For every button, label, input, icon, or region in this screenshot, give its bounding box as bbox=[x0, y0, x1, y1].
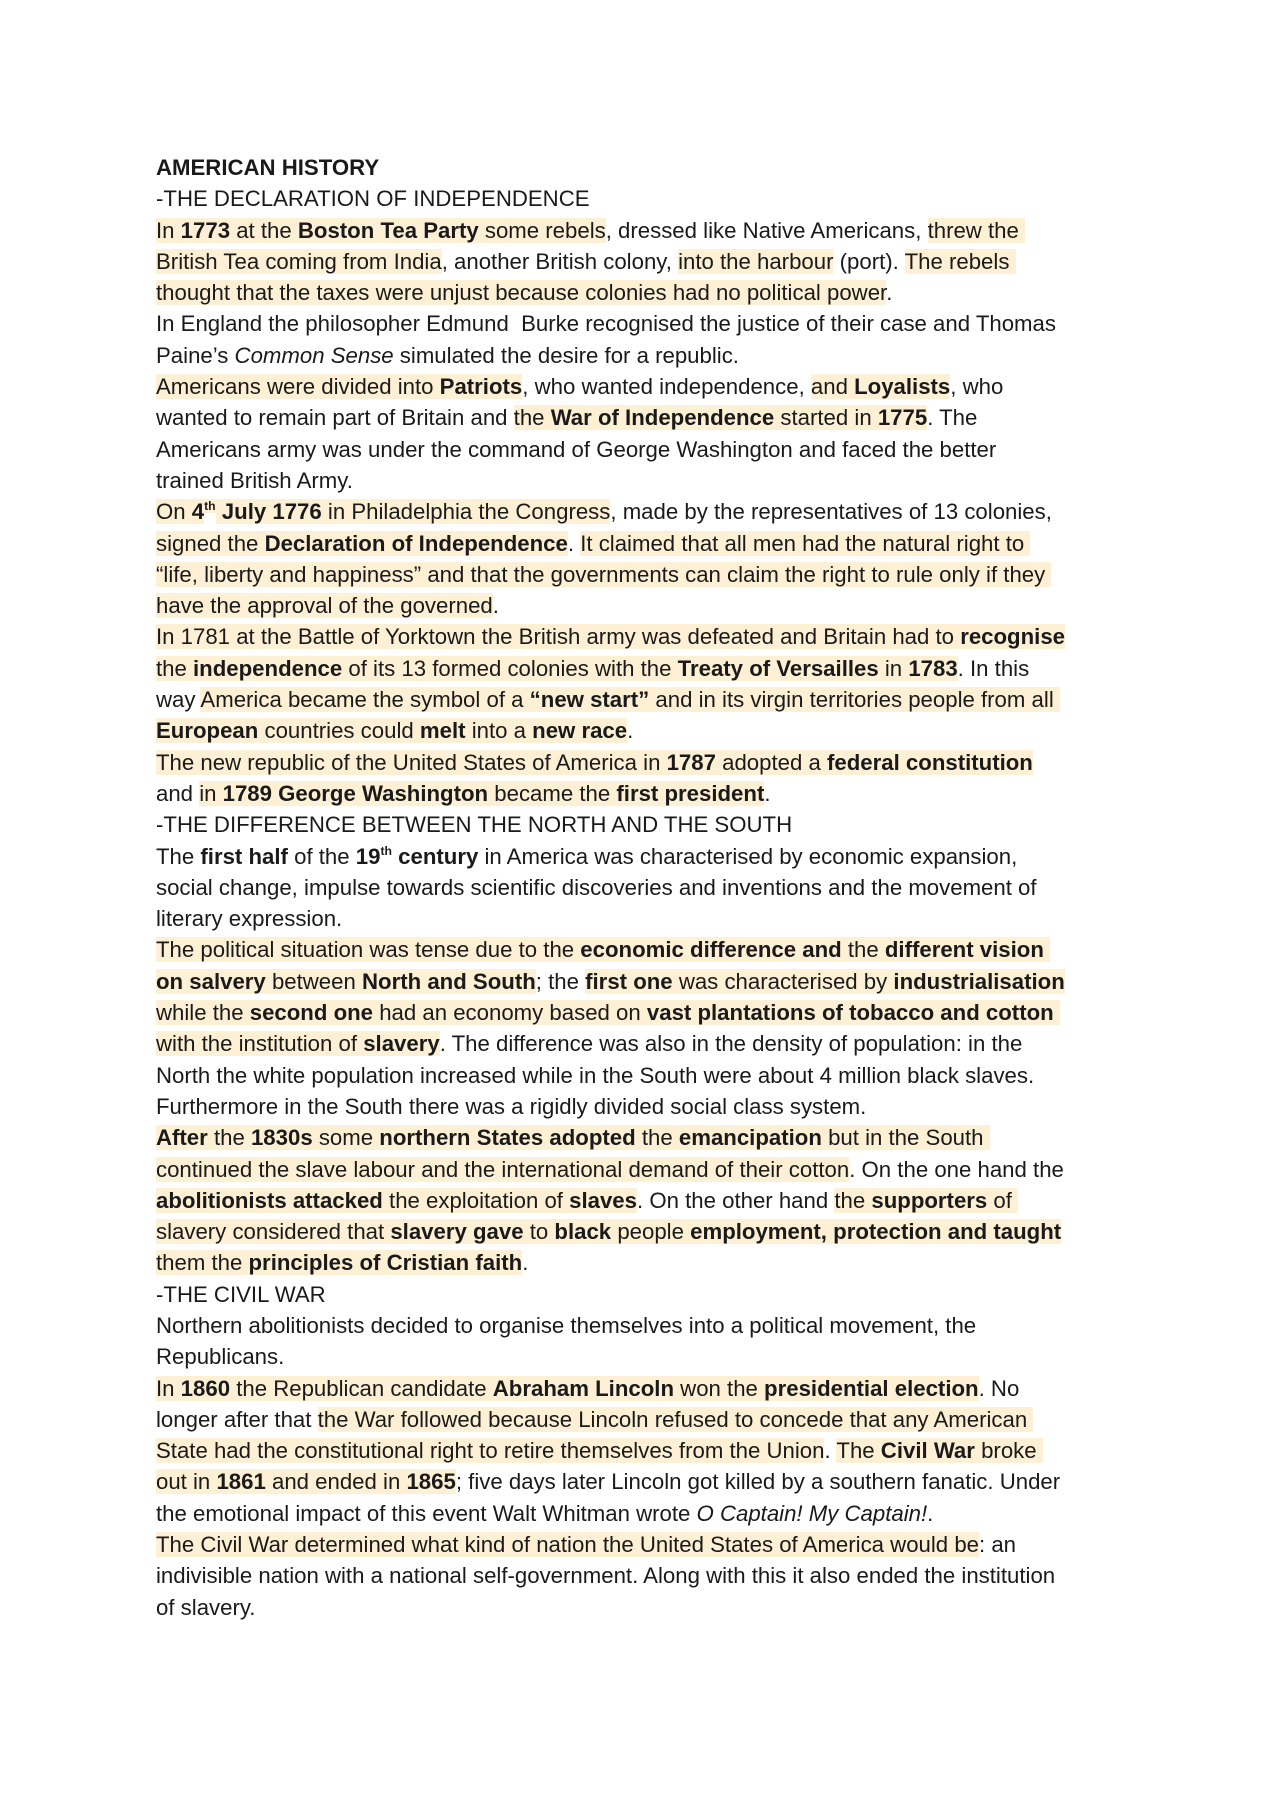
highlighted-text: Abraham Lincoln bbox=[492, 1375, 674, 1401]
highlighted-text: the exploitation of bbox=[382, 1187, 570, 1213]
text-run: Americans army was under the command of George Washington and faced the better bbox=[156, 436, 997, 462]
highlighted-text: on salvery bbox=[156, 968, 266, 994]
highlighted-text: at the bbox=[230, 217, 298, 243]
highlighted-text: and in its virgin territories people from all bbox=[649, 687, 1060, 713]
highlighted-text: the bbox=[635, 1125, 679, 1151]
highlighted-text: the War followed because Lincoln refused to concede that any American bbox=[317, 1406, 1034, 1432]
highlighted-text: 1783 bbox=[908, 655, 958, 681]
highlighted-text: vast plantations of tobacco and cotton bbox=[646, 1000, 1060, 1026]
text-run: . bbox=[886, 280, 893, 306]
highlighted-text: black bbox=[554, 1219, 612, 1245]
highlighted-text: Boston Tea Party bbox=[297, 217, 479, 243]
highlighted-text: in bbox=[199, 780, 223, 806]
text-line bbox=[156, 1154, 1136, 1185]
text-line bbox=[156, 559, 1136, 590]
highlighted-text: the bbox=[207, 1125, 251, 1151]
text-line bbox=[156, 1404, 1136, 1435]
highlighted-text: with the institution of bbox=[156, 1031, 364, 1057]
text-run: , who bbox=[950, 374, 1004, 400]
text-line bbox=[156, 215, 1136, 246]
highlighted-text: northern States adopted bbox=[379, 1125, 636, 1151]
document-title: AMERICAN HISTORY bbox=[156, 155, 380, 180]
text-line bbox=[156, 371, 1136, 402]
highlighted-text: British Tea coming from India bbox=[156, 248, 442, 274]
text-run: . On the other hand bbox=[637, 1187, 835, 1213]
text-run: th bbox=[380, 843, 392, 858]
highlighted-text: supporters bbox=[871, 1187, 988, 1213]
text-line bbox=[156, 1122, 1136, 1153]
highlighted-text: had an economy based on bbox=[373, 1000, 647, 1026]
highlighted-text: On bbox=[156, 499, 192, 525]
text-run: the emotional impact of this event Walt Whitman wrote bbox=[156, 1500, 697, 1526]
highlighted-text: first president bbox=[616, 780, 765, 806]
highlighted-text: into the harbour bbox=[678, 248, 834, 274]
highlighted-text: countries could bbox=[258, 718, 420, 744]
highlighted-text: In 1781 at the Battle of Yorktown the British army was defeated and Britain had to bbox=[156, 624, 961, 650]
text-run: . In this bbox=[957, 655, 1030, 681]
text-run: : an bbox=[979, 1532, 1017, 1558]
highlighted-text: broke bbox=[974, 1438, 1043, 1464]
highlighted-text: The Civil War determined what kind of nation the United States of America would be bbox=[156, 1532, 979, 1558]
highlighted-text: new race bbox=[532, 718, 628, 744]
highlighted-text: signed the bbox=[156, 530, 265, 556]
section-heading: -THE DIFFERENCE BETWEEN THE NORTH AND THE SOUTH bbox=[156, 812, 793, 838]
highlighted-text: Civil War bbox=[880, 1438, 975, 1464]
text-run: Northern abolitionists decided to organise themselves into a political movement, the bbox=[156, 1312, 977, 1338]
text-run: . On the one hand the bbox=[849, 1156, 1064, 1182]
highlighted-text: 4 bbox=[191, 499, 205, 525]
highlighted-text: 1830s bbox=[250, 1125, 313, 1151]
text-run: ; five days later Lincoln got killed by a southern fanatic. Under bbox=[455, 1469, 1061, 1495]
document-body bbox=[156, 183, 1136, 1623]
text-line bbox=[156, 934, 1136, 965]
highlighted-text: to bbox=[523, 1219, 555, 1245]
text-run: . bbox=[764, 780, 771, 806]
highlighted-text: started in bbox=[774, 405, 878, 431]
text-run: The bbox=[156, 843, 201, 869]
text-run: . bbox=[824, 1438, 837, 1464]
text-run: . No bbox=[978, 1375, 1020, 1401]
text-line bbox=[156, 1247, 1136, 1278]
highlighted-text: slaves bbox=[569, 1187, 637, 1213]
text-run: of slavery. bbox=[156, 1594, 256, 1620]
highlighted-text: while the bbox=[156, 1000, 250, 1026]
text-run: . bbox=[927, 1500, 934, 1526]
text-run: wanted to remain part of Britain and bbox=[156, 405, 514, 431]
text-run: . bbox=[492, 593, 499, 619]
highlighted-text: America became the symbol of a bbox=[200, 687, 530, 713]
text-run: . bbox=[522, 1250, 529, 1276]
highlighted-text: melt bbox=[419, 718, 466, 744]
highlighted-text: of bbox=[987, 1187, 1019, 1213]
text-run: . The difference was also in the density of population: in the bbox=[439, 1031, 1023, 1057]
text-line bbox=[156, 1560, 1136, 1591]
text-run: 19 bbox=[355, 843, 381, 869]
text-line bbox=[156, 1435, 1136, 1466]
text-run: , another British colony, bbox=[441, 248, 679, 274]
text-line bbox=[156, 1216, 1136, 1247]
highlighted-text: Declaration of Independence bbox=[264, 530, 568, 556]
text-line bbox=[156, 747, 1136, 778]
highlighted-text: have the approval of the governed bbox=[156, 593, 493, 619]
text-run: , made by the representatives of 13 colonies, bbox=[610, 499, 1052, 525]
highlighted-text: of its 13 formed colonies with the bbox=[342, 655, 678, 681]
highlighted-text: independence bbox=[193, 655, 343, 681]
text-line bbox=[156, 340, 1136, 371]
text-run: indivisible nation with a national self-government. Along with this it also ended the institution bbox=[156, 1563, 1056, 1589]
text-line bbox=[156, 1185, 1136, 1216]
highlighted-text: people bbox=[611, 1219, 691, 1245]
highlighted-text: continued the slave labour and the international demand of their cotton bbox=[156, 1156, 850, 1182]
highlighted-text: the bbox=[841, 937, 885, 963]
highlighted-text: The new republic of the United States of America in bbox=[156, 749, 667, 775]
highlighted-text: th bbox=[204, 499, 216, 514]
highlighted-text: “new start” bbox=[529, 687, 650, 713]
highlighted-text: North and South bbox=[362, 968, 536, 994]
section-heading: -THE DECLARATION OF INDEPENDENCE bbox=[156, 186, 590, 212]
text-line bbox=[156, 308, 1136, 339]
highlighted-text: Patriots bbox=[439, 374, 523, 400]
highlighted-text: became the bbox=[488, 780, 617, 806]
text-run: longer after that bbox=[156, 1406, 318, 1432]
text-line bbox=[156, 621, 1136, 652]
highlighted-text: In bbox=[156, 1375, 181, 1401]
text-run: social change, impulse towards scientific discoveries and inventions and the movement of bbox=[156, 874, 1037, 900]
highlighted-text: different vision bbox=[884, 937, 1051, 963]
highlighted-text: The political situation was tense due to the bbox=[156, 937, 581, 963]
highlighted-text: won the bbox=[674, 1375, 765, 1401]
highlighted-text: It claimed that all men had the natural right to bbox=[580, 530, 1031, 556]
highlighted-text: employment, protection and taught bbox=[690, 1219, 1062, 1245]
text-line bbox=[156, 246, 1136, 277]
text-run: In England the philosopher Edmund Burke recognised the justice of their case and Thomas bbox=[156, 311, 1056, 337]
highlighted-text: Treaty of Versailles bbox=[677, 655, 879, 681]
highlighted-text: threw the bbox=[927, 217, 1026, 243]
text-run: simulated the desire for a republic. bbox=[393, 342, 739, 368]
text-run: in America was characterised by economic expansion, bbox=[478, 843, 1018, 869]
text-run: century bbox=[392, 843, 479, 869]
highlighted-text: economic difference and bbox=[580, 937, 842, 963]
highlighted-text: Americans were divided into bbox=[156, 374, 440, 400]
highlighted-text: 1787 bbox=[666, 749, 716, 775]
text-line bbox=[156, 277, 1136, 308]
highlighted-text: thought that the taxes were unjust because colonies had no political power bbox=[156, 280, 887, 306]
text-run: first half bbox=[200, 843, 288, 869]
highlighted-text: in Philadelphia the Congress bbox=[321, 499, 611, 525]
text-run: trained British Army. bbox=[156, 467, 353, 493]
highlighted-text: in bbox=[878, 655, 909, 681]
text-line bbox=[156, 653, 1136, 684]
highlighted-text: the Republican candidate bbox=[230, 1375, 493, 1401]
text-run: . bbox=[567, 530, 581, 556]
text-line bbox=[156, 715, 1136, 746]
text-line bbox=[156, 1529, 1136, 1560]
highlighted-text: slavery considered that bbox=[156, 1219, 391, 1245]
text-run: way bbox=[156, 687, 201, 713]
text-line bbox=[156, 1373, 1136, 1404]
highlighted-text: The bbox=[836, 1438, 881, 1464]
highlighted-text: adopted a bbox=[715, 749, 827, 775]
text-line bbox=[156, 402, 1136, 433]
text-run: literary expression. bbox=[156, 906, 343, 932]
highlighted-text: the bbox=[156, 655, 194, 681]
text-run: Furthermore in the South there was a rigidly divided social class system. bbox=[156, 1093, 867, 1119]
highlighted-text: into a bbox=[465, 718, 533, 744]
text-line bbox=[156, 903, 1136, 934]
text-line bbox=[156, 465, 1136, 496]
highlighted-text: 1861 bbox=[216, 1469, 266, 1495]
highlighted-text: industrialisation bbox=[893, 968, 1065, 994]
highlighted-text: but in the South bbox=[821, 1125, 990, 1151]
text-run: (port). bbox=[833, 248, 905, 274]
text-line bbox=[156, 872, 1136, 903]
highlighted-text: the bbox=[513, 405, 551, 431]
text-run: North the white population increased while in the South were about 4 million black slaves. bbox=[156, 1062, 1035, 1088]
highlighted-text: slavery bbox=[363, 1031, 440, 1057]
text-line bbox=[156, 1028, 1136, 1059]
highlighted-text: “life, liberty and happiness” and that the governments can claim the right to rule only if they bbox=[156, 561, 1052, 587]
text-run: ; the bbox=[535, 968, 586, 994]
highlighted-text: the bbox=[834, 1187, 872, 1213]
highlighted-text: 1775 bbox=[877, 405, 928, 431]
highlighted-text: emancipation bbox=[678, 1125, 822, 1151]
highlighted-text: abolitionists attacked bbox=[156, 1187, 383, 1213]
highlighted-text: July 1776 bbox=[215, 499, 322, 525]
text-line bbox=[156, 590, 1136, 621]
text-line bbox=[156, 778, 1136, 809]
text-run: . bbox=[627, 718, 634, 744]
text-line bbox=[156, 1310, 1136, 1341]
highlighted-text: principles of Cristian faith bbox=[248, 1250, 523, 1276]
section-heading: -THE CIVIL WAR bbox=[156, 1281, 326, 1307]
highlighted-text: In bbox=[156, 217, 181, 243]
text-line bbox=[156, 496, 1136, 527]
text-run: , who wanted independence, bbox=[522, 374, 811, 400]
highlighted-text: 1865 bbox=[406, 1469, 456, 1495]
text-line bbox=[156, 1498, 1136, 1529]
text-line bbox=[156, 1091, 1136, 1122]
text-run: , dressed like Native Americans, bbox=[605, 217, 928, 243]
text-line bbox=[156, 1060, 1136, 1091]
highlighted-text: presidential election bbox=[764, 1375, 979, 1401]
text-run: Paine’s bbox=[156, 342, 235, 368]
highlighted-text: them the bbox=[156, 1250, 249, 1276]
text-line bbox=[156, 1592, 1136, 1623]
text-run: Common Sense bbox=[234, 342, 394, 368]
highlighted-text: 1860 bbox=[180, 1375, 231, 1401]
text-line bbox=[156, 528, 1136, 559]
highlighted-text: recognise bbox=[960, 624, 1066, 650]
highlighted-text: State had the constitutional right to retire themselves from the Union bbox=[156, 1438, 825, 1464]
highlighted-text: was characterised by bbox=[672, 968, 894, 994]
text-line bbox=[156, 966, 1136, 997]
text-line bbox=[156, 841, 1136, 872]
highlighted-text: War of Independence bbox=[550, 405, 775, 431]
highlighted-text: second one bbox=[249, 1000, 374, 1026]
highlighted-text: After bbox=[156, 1125, 208, 1151]
highlighted-text: European bbox=[156, 718, 259, 744]
highlighted-text: out in bbox=[156, 1469, 217, 1495]
text-run: O Captain! My Captain! bbox=[696, 1500, 928, 1526]
highlighted-text: and bbox=[810, 374, 855, 400]
text-line bbox=[156, 1466, 1136, 1497]
highlighted-text: Loyalists bbox=[854, 374, 951, 400]
highlighted-text: 1789 George Washington bbox=[222, 780, 489, 806]
highlighted-text: 1773 bbox=[180, 217, 231, 243]
highlighted-text: between bbox=[265, 968, 362, 994]
text-line bbox=[156, 684, 1136, 715]
highlighted-text: federal constitution bbox=[827, 749, 1033, 775]
highlighted-text: slavery gave bbox=[390, 1219, 524, 1245]
text-run: and bbox=[156, 780, 200, 806]
highlighted-text: first one bbox=[585, 968, 673, 994]
text-line bbox=[156, 1341, 1136, 1372]
text-run: of the bbox=[287, 843, 356, 869]
highlighted-text: The rebels bbox=[904, 248, 1016, 274]
text-run: . The bbox=[927, 405, 978, 431]
text-line bbox=[156, 997, 1136, 1028]
document-page bbox=[156, 152, 1136, 1623]
highlighted-text: some rebels bbox=[478, 217, 606, 243]
highlighted-text: and ended in bbox=[265, 1469, 407, 1495]
text-run: Republicans. bbox=[156, 1344, 285, 1370]
highlighted-text: some bbox=[312, 1125, 380, 1151]
text-line bbox=[156, 434, 1136, 465]
